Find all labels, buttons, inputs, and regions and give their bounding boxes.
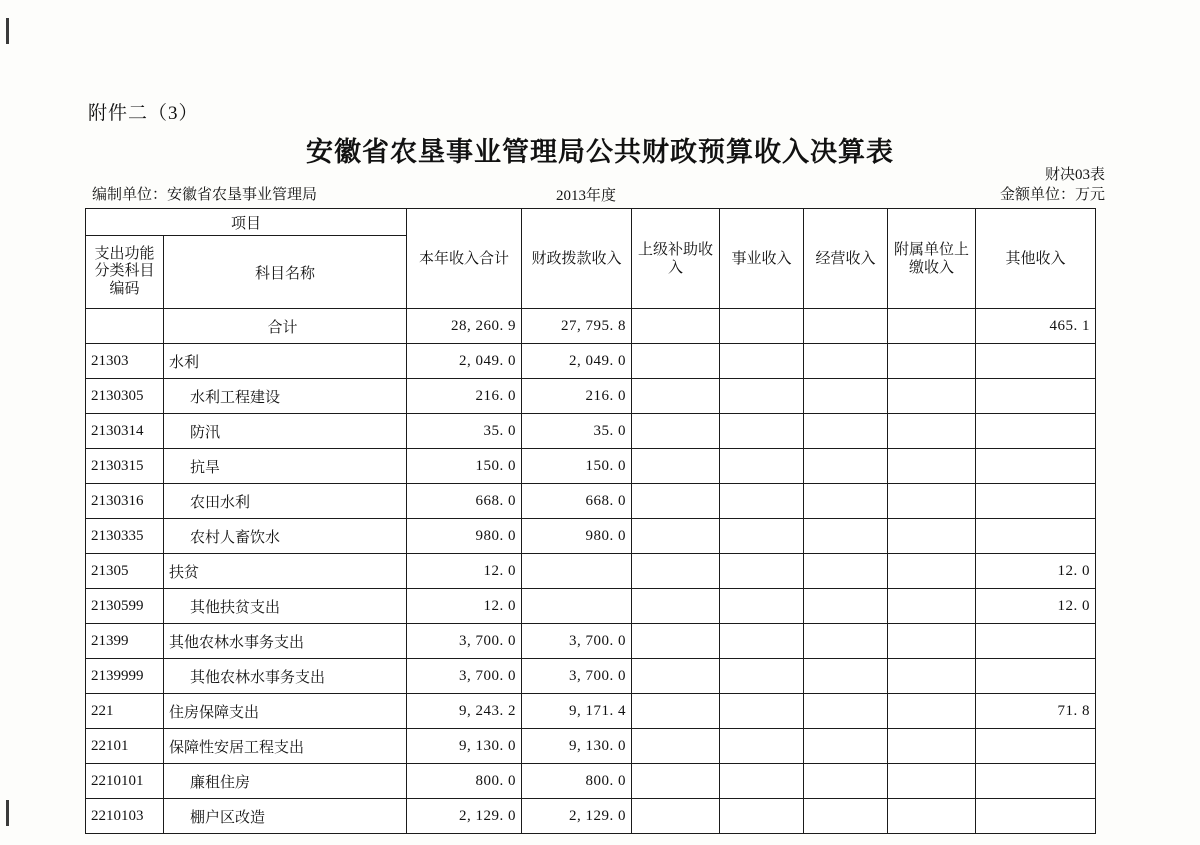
- cell-value: [976, 799, 1096, 834]
- header-col-appropriation: 财政拨款收入: [522, 209, 632, 309]
- cell-value: 216. 0: [522, 379, 632, 414]
- cell-subject-name: 住房保障支出: [164, 694, 407, 729]
- cell-function-code: 2210103: [86, 799, 164, 834]
- cell-value: 35. 0: [522, 414, 632, 449]
- cell-function-code: 2130315: [86, 449, 164, 484]
- cell-value: 150. 0: [522, 449, 632, 484]
- cell-value: [888, 379, 976, 414]
- cell-value: [632, 554, 720, 589]
- budget-revenue-table: [85, 208, 1096, 834]
- cell-function-code: 2130314: [86, 414, 164, 449]
- cell-subject-name: 水利工程建设: [164, 379, 407, 414]
- cell-value: 12. 0: [976, 589, 1096, 624]
- cell-value: [804, 624, 888, 659]
- table-row: [86, 729, 1096, 764]
- cell-value: 12. 0: [407, 554, 522, 589]
- cell-subject-name: 保障性安居工程支出: [164, 729, 407, 764]
- cell-value: 150. 0: [407, 449, 522, 484]
- cell-value: [720, 379, 804, 414]
- header-col-subject-name: 科目名称: [164, 236, 407, 309]
- table-row: [86, 344, 1096, 379]
- cell-value: 800. 0: [407, 764, 522, 799]
- cell-value: 35. 0: [407, 414, 522, 449]
- cell-value: [632, 309, 720, 344]
- cell-subject-name: 合计: [164, 309, 407, 344]
- cell-subject-name: 其他农林水事务支出: [164, 659, 407, 694]
- table-row: [86, 309, 1096, 344]
- cell-value: [632, 694, 720, 729]
- cell-value: 12. 0: [407, 589, 522, 624]
- cell-subject-name: 棚户区改造: [164, 799, 407, 834]
- form-code-label: 财决03表: [1044, 167, 1105, 183]
- cell-value: [804, 414, 888, 449]
- cell-value: [976, 484, 1096, 519]
- header-col-subordinate-remittance: 附属单位上缴收入: [888, 209, 976, 309]
- cell-function-code: 2130316: [86, 484, 164, 519]
- cell-value: [632, 764, 720, 799]
- cell-value: [804, 659, 888, 694]
- cell-value: 9, 243. 2: [407, 694, 522, 729]
- cell-value: [888, 799, 976, 834]
- cell-value: [976, 729, 1096, 764]
- cell-value: 28, 260. 9: [407, 309, 522, 344]
- cell-value: [888, 729, 976, 764]
- compiler-unit-label: 编制单位：安徽省农垦事业管理局: [92, 187, 318, 203]
- cell-value: 2, 049. 0: [522, 344, 632, 379]
- table-row: [86, 414, 1096, 449]
- table-row: [86, 449, 1096, 484]
- cell-function-code: 21303: [86, 344, 164, 379]
- cell-function-code: 2130599: [86, 589, 164, 624]
- table-row: [86, 484, 1096, 519]
- table-row: [86, 554, 1096, 589]
- cell-subject-name: 其他扶贫支出: [164, 589, 407, 624]
- cell-value: [632, 659, 720, 694]
- cell-subject-name: 农村人畜饮水: [164, 519, 407, 554]
- cell-value: [976, 414, 1096, 449]
- table-row: [86, 659, 1096, 694]
- cell-value: 216. 0: [407, 379, 522, 414]
- header-code-line-2: 分类科目: [94, 263, 155, 280]
- cell-value: 3, 700. 0: [407, 659, 522, 694]
- cell-value: [976, 519, 1096, 554]
- cell-value: [632, 729, 720, 764]
- cell-value: 668. 0: [522, 484, 632, 519]
- cell-subject-name: 农田水利: [164, 484, 407, 519]
- cell-subject-name: 抗旱: [164, 449, 407, 484]
- cell-function-code: 2139999: [86, 659, 164, 694]
- header-col-total: 本年收入合计: [407, 209, 522, 309]
- cell-value: [632, 379, 720, 414]
- cell-value: [888, 484, 976, 519]
- cell-value: [720, 519, 804, 554]
- cell-value: [888, 519, 976, 554]
- cell-value: [720, 799, 804, 834]
- cell-value: [720, 449, 804, 484]
- cell-value: [632, 589, 720, 624]
- table-row: [86, 694, 1096, 729]
- cell-value: 2, 129. 0: [407, 799, 522, 834]
- cell-value: [720, 344, 804, 379]
- cell-value: [632, 624, 720, 659]
- cell-function-code: 2130335: [86, 519, 164, 554]
- fiscal-year-label: 2013年度: [556, 188, 617, 204]
- cell-function-code: 22101: [86, 729, 164, 764]
- cell-value: 3, 700. 0: [522, 659, 632, 694]
- table-row: [86, 589, 1096, 624]
- cell-value: [632, 799, 720, 834]
- cell-value: [720, 554, 804, 589]
- cell-function-code: 21305: [86, 554, 164, 589]
- cell-value: [720, 414, 804, 449]
- cell-value: [804, 589, 888, 624]
- cell-value: 980. 0: [407, 519, 522, 554]
- cell-value: [976, 344, 1096, 379]
- header-col-institution-income: 事业收入: [720, 209, 804, 309]
- cell-value: 71. 8: [976, 694, 1096, 729]
- cell-value: [720, 484, 804, 519]
- table-row: [86, 624, 1096, 659]
- cell-value: [522, 554, 632, 589]
- header-code-line-1: 支出功能: [94, 246, 155, 263]
- cell-value: [888, 449, 976, 484]
- cell-value: [976, 624, 1096, 659]
- cell-value: [804, 799, 888, 834]
- cell-value: [976, 659, 1096, 694]
- cell-value: [888, 589, 976, 624]
- cell-value: [804, 449, 888, 484]
- cell-value: 465. 1: [976, 309, 1096, 344]
- cell-value: [804, 729, 888, 764]
- cell-value: [522, 589, 632, 624]
- table-body: [86, 309, 1096, 834]
- cell-value: [804, 764, 888, 799]
- page-title: 安徽省农垦事业管理局公共财政预算收入决算表: [306, 137, 894, 167]
- cell-value: [632, 414, 720, 449]
- cell-value: [804, 484, 888, 519]
- cell-value: 9, 130. 0: [522, 729, 632, 764]
- cell-value: [888, 694, 976, 729]
- table-row: [86, 379, 1096, 414]
- cell-value: [804, 379, 888, 414]
- cell-function-code: 21399: [86, 624, 164, 659]
- cell-value: [804, 694, 888, 729]
- cell-subject-name: 防汛: [164, 414, 407, 449]
- cell-value: [632, 519, 720, 554]
- cell-value: [720, 309, 804, 344]
- cell-value: [720, 589, 804, 624]
- header-col-superior-subsidy: 上级补助收入: [632, 209, 720, 309]
- header-col-operating-income: 经营收入: [804, 209, 888, 309]
- cell-value: [888, 659, 976, 694]
- cell-value: [888, 344, 976, 379]
- cell-value: 800. 0: [522, 764, 632, 799]
- cell-subject-name: 其他农林水事务支出: [164, 624, 407, 659]
- cell-value: [888, 554, 976, 589]
- cell-function-code: 221: [86, 694, 164, 729]
- cell-subject-name: 水利: [164, 344, 407, 379]
- cell-value: [632, 344, 720, 379]
- scan-edge-mark-bottom: [6, 800, 9, 826]
- table-row: [86, 799, 1096, 834]
- cell-value: [632, 484, 720, 519]
- cell-value: 980. 0: [522, 519, 632, 554]
- cell-value: [720, 764, 804, 799]
- cell-value: 27, 795. 8: [522, 309, 632, 344]
- table-row: [86, 764, 1096, 799]
- cell-subject-name: 廉租住房: [164, 764, 407, 799]
- cell-value: 668. 0: [407, 484, 522, 519]
- cell-value: [720, 694, 804, 729]
- header-code-line-3: 编码: [109, 280, 140, 297]
- cell-value: 9, 130. 0: [407, 729, 522, 764]
- amount-unit-label: 金额单位：万元: [999, 187, 1105, 203]
- cell-value: [888, 414, 976, 449]
- header-col-function-code: [86, 236, 164, 309]
- cell-value: [976, 449, 1096, 484]
- cell-value: [976, 379, 1096, 414]
- header-col-other-income: 其他收入: [976, 209, 1096, 309]
- cell-function-code: 2210101: [86, 764, 164, 799]
- attachment-label: 附件二（3）: [88, 103, 199, 124]
- cell-value: [632, 449, 720, 484]
- cell-value: [804, 309, 888, 344]
- cell-value: [720, 729, 804, 764]
- cell-value: [720, 659, 804, 694]
- cell-value: [976, 764, 1096, 799]
- cell-subject-name: 扶贫: [164, 554, 407, 589]
- cell-value: [804, 554, 888, 589]
- header-project-group: 项目: [86, 209, 407, 236]
- cell-value: 3, 700. 0: [522, 624, 632, 659]
- scan-edge-mark-top: [6, 18, 9, 44]
- cell-function-code: 2130305: [86, 379, 164, 414]
- cell-value: [888, 764, 976, 799]
- cell-value: 9, 171. 4: [522, 694, 632, 729]
- cell-value: [804, 344, 888, 379]
- cell-value: 2, 049. 0: [407, 344, 522, 379]
- cell-value: [888, 624, 976, 659]
- table-row: [86, 519, 1096, 554]
- cell-value: 2, 129. 0: [522, 799, 632, 834]
- table-header-row-group: [86, 209, 1096, 236]
- cell-function-code: [86, 309, 164, 344]
- cell-value: 12. 0: [976, 554, 1096, 589]
- cell-value: [720, 624, 804, 659]
- cell-value: [888, 309, 976, 344]
- cell-value: [804, 519, 888, 554]
- cell-value: 3, 700. 0: [407, 624, 522, 659]
